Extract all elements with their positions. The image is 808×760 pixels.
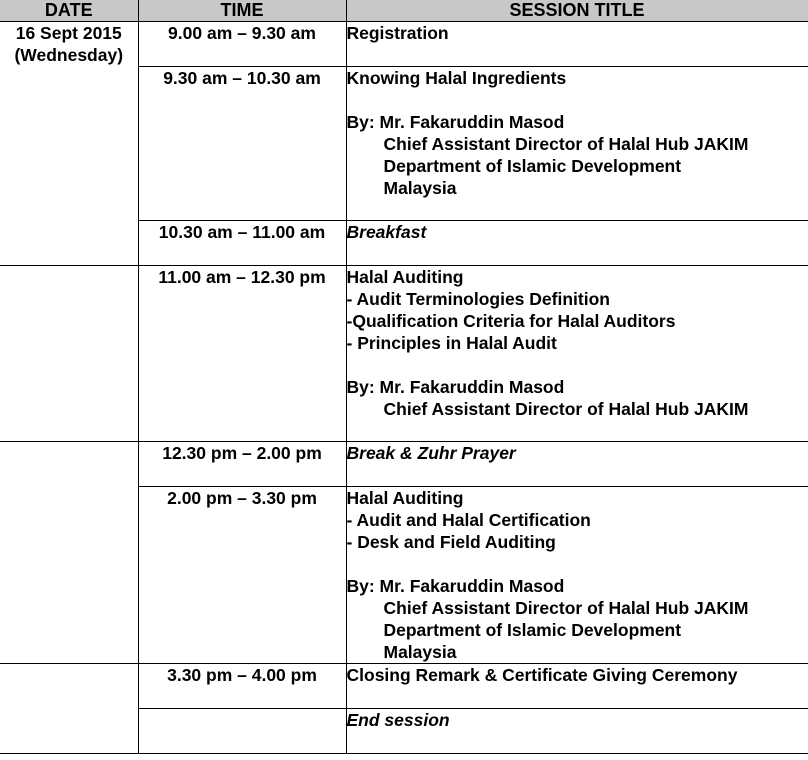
speaker-role: Chief Assistant Director of Halal Hub JAKIM <box>383 134 749 154</box>
speaker-country: Malaysia <box>383 642 457 662</box>
session-cell <box>346 67 808 221</box>
speaker-role: Chief Assistant Director of Halal Hub JAKIM <box>383 399 749 419</box>
table-row <box>0 266 808 442</box>
speaker-role: Chief Assistant Director of Halal Hub JAKIM <box>383 598 749 618</box>
table-row <box>0 664 808 709</box>
session-title: Break & Zuhr Prayer <box>346 443 516 463</box>
session-title: Closing Remark & Certificate Giving Ceremony <box>346 665 738 685</box>
time-cell <box>138 709 346 754</box>
time-cell: 12.30 pm – 2.00 pm <box>138 442 346 487</box>
speaker-country: Malaysia <box>383 178 457 198</box>
time-cell: 2.00 pm – 3.30 pm <box>138 487 346 664</box>
session-cell <box>346 442 808 487</box>
time-cell: 10.30 am – 11.00 am <box>138 221 346 266</box>
date-cell-empty <box>0 442 138 664</box>
session-title: Halal Auditing <box>346 488 464 508</box>
session-cell <box>346 266 808 442</box>
speaker-department: Department of Islamic Development <box>383 156 682 176</box>
time-cell: 9.30 am – 10.30 am <box>138 67 346 221</box>
session-cell <box>346 664 808 709</box>
time-cell: 9.00 am – 9.30 am <box>138 22 346 67</box>
header-time: TIME <box>138 0 346 22</box>
table-header-row <box>0 0 808 22</box>
session-cell <box>346 221 808 266</box>
session-cell <box>346 487 808 664</box>
session-item: - Desk and Field Auditing <box>346 532 556 552</box>
table-row <box>0 22 808 67</box>
header-session-title: SESSION TITLE <box>346 0 808 22</box>
session-title: Registration <box>346 23 449 43</box>
session-item: - Audit and Halal Certification <box>346 510 591 530</box>
session-item: - Principles in Halal Audit <box>346 333 557 353</box>
time-cell: 3.30 pm – 4.00 pm <box>138 664 346 709</box>
session-title: Breakfast <box>346 222 427 242</box>
table-row <box>0 442 808 487</box>
date-cell <box>0 22 138 266</box>
time-cell: 11.00 am – 12.30 pm <box>138 266 346 442</box>
session-title: Knowing Halal Ingredients <box>346 68 567 88</box>
date-cell-empty <box>0 664 138 754</box>
speaker-department: Department of Islamic Development <box>383 620 682 640</box>
weekday-line: (Wednesday) <box>14 45 124 65</box>
session-cell <box>346 709 808 754</box>
speaker-line: By: Mr. Fakaruddin Masod <box>346 377 565 397</box>
session-cell <box>346 22 808 67</box>
speaker-line: By: Mr. Fakaruddin Masod <box>346 112 565 132</box>
session-item: - Audit Terminologies Definition <box>346 289 610 309</box>
session-item: -Qualification Criteria for Halal Auditors <box>346 311 676 331</box>
session-title: End session <box>346 710 450 730</box>
date-line: 16 Sept 2015 <box>15 23 122 43</box>
speaker-line: By: Mr. Fakaruddin Masod <box>346 576 565 596</box>
date-cell-empty <box>0 266 138 442</box>
header-date: DATE <box>0 0 138 22</box>
session-title: Halal Auditing <box>346 267 464 287</box>
